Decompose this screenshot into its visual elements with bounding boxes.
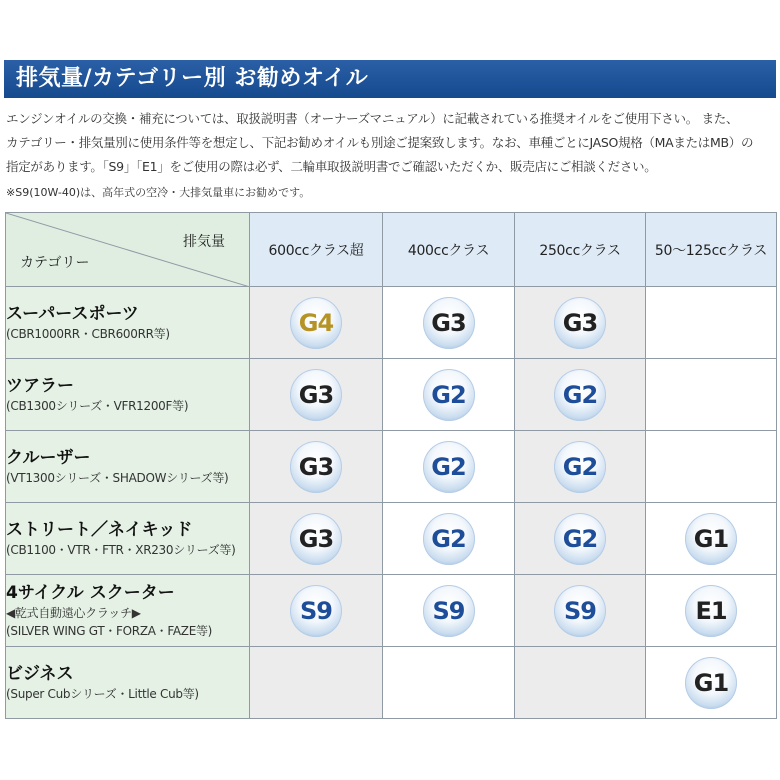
oil-cell (515, 647, 646, 719)
column-header: 600ccクラス超 (250, 213, 383, 287)
oil-grade-badge: G2 (554, 513, 606, 565)
intro-line: 指定があります。「S9」「E1」をご使用の際は必ず、二輪車取扱説明書でご確認いただくか、販売店にご相談ください。 (6, 159, 657, 174)
category-title: ストリート／ネイキッド (6, 519, 193, 540)
oil-grade-badge: G1 (685, 657, 737, 709)
oil-grade-badge: G2 (554, 369, 606, 421)
category-cell (6, 575, 250, 647)
displacement-label: 排気量 (183, 234, 225, 250)
category-subtitle: (VT1300シリーズ・SHADOWシリーズ等) (6, 470, 229, 485)
oil-grade-badge: G3 (423, 297, 475, 349)
category-title: ビジネス (6, 663, 74, 684)
oil-cell (250, 503, 383, 575)
oil-cell (515, 575, 646, 647)
oil-cell (383, 575, 515, 647)
oil-cell (646, 575, 777, 647)
oil-grade-badge: G2 (423, 513, 475, 565)
oil-cell (515, 503, 646, 575)
category-title: 4サイクル スクーター (6, 582, 175, 603)
category-subtitle: (CB1300シリーズ・VFR1200F等) (6, 398, 189, 413)
oil-grade-badge: S9 (423, 585, 475, 637)
oil-cell (646, 431, 777, 503)
oil-cell (383, 287, 515, 359)
category-title: クルーザー (6, 447, 91, 468)
category-cell (6, 431, 250, 503)
column-header: 250ccクラス (515, 213, 646, 287)
oil-grade-badge: G3 (554, 297, 606, 349)
oil-grade-badge: G3 (290, 369, 342, 421)
oil-cell (646, 503, 777, 575)
oil-cell (383, 431, 515, 503)
oil-grade-badge: G2 (554, 441, 606, 493)
column-header: 50～125ccクラス (646, 213, 777, 287)
oil-cell (250, 287, 383, 359)
table-row (6, 575, 777, 647)
header-row (6, 213, 777, 287)
oil-cell (646, 287, 777, 359)
table-row (6, 647, 777, 719)
category-cell (6, 647, 250, 719)
oil-cell (383, 359, 515, 431)
oil-cell (250, 359, 383, 431)
oil-cell (250, 431, 383, 503)
oil-grade-badge: G2 (423, 369, 475, 421)
category-title: ツアラー (6, 375, 74, 396)
intro-line: エンジンオイルの交換・補充については、取扱説明書（オーナーズマニュアル）に記載されている推奨オイルをご使用下さい。 また、 (6, 111, 739, 126)
category-subtitle: (CBR1000RR・CBR600RR等) (6, 326, 170, 341)
oil-grade-badge: G4 (290, 297, 342, 349)
oil-cell (515, 287, 646, 359)
category-subtitle: ◀乾式自動遠心クラッチ▶ (6, 605, 141, 620)
corner-header (6, 213, 250, 287)
oil-cell (515, 431, 646, 503)
oil-grade-badge: G2 (423, 441, 475, 493)
oil-cell (250, 575, 383, 647)
oil-cell (646, 647, 777, 719)
table-row (6, 359, 777, 431)
page-title: 排気量/カテゴリー別 お勧めオイル (4, 60, 776, 98)
category-subtitle: (SILVER WING GT・FORZA・FAZE等) (6, 623, 213, 638)
oil-cell (515, 359, 646, 431)
category-cell (6, 503, 250, 575)
oil-grade-badge: S9 (290, 585, 342, 637)
table-row (6, 503, 777, 575)
oil-cell (646, 359, 777, 431)
column-header: 400ccクラス (383, 213, 515, 287)
oil-grade-badge: G3 (290, 441, 342, 493)
category-title: スーパースポーツ (6, 303, 139, 324)
intro-text (6, 107, 776, 179)
table-row (6, 287, 777, 359)
footnote: ※S9(10W-40)は、高年式の空冷・大排気量車にお勧めです。 (6, 186, 311, 199)
category-label: カテゴリー (20, 255, 90, 271)
oil-grade-badge: E1 (685, 585, 737, 637)
oil-grade-badge: G3 (290, 513, 342, 565)
oil-cell (383, 503, 515, 575)
oil-grade-badge: G1 (685, 513, 737, 565)
category-subtitle: (Super Cubシリーズ・Little Cub等) (6, 686, 199, 701)
oil-grade-badge: S9 (554, 585, 606, 637)
oil-cell (383, 647, 515, 719)
category-cell (6, 287, 250, 359)
intro-line: カテゴリー・排気量別に使用条件等を想定し、下記お勧めオイルも別途ご提案致します。なお、車種ごとにJASO規格（MAまたはMB）の (6, 135, 754, 150)
oil-cell (250, 647, 383, 719)
category-subtitle: (CB1100・VTR・FTR・XR230シリーズ等) (6, 542, 236, 557)
category-cell (6, 359, 250, 431)
oil-table (5, 212, 777, 719)
table-row (6, 431, 777, 503)
